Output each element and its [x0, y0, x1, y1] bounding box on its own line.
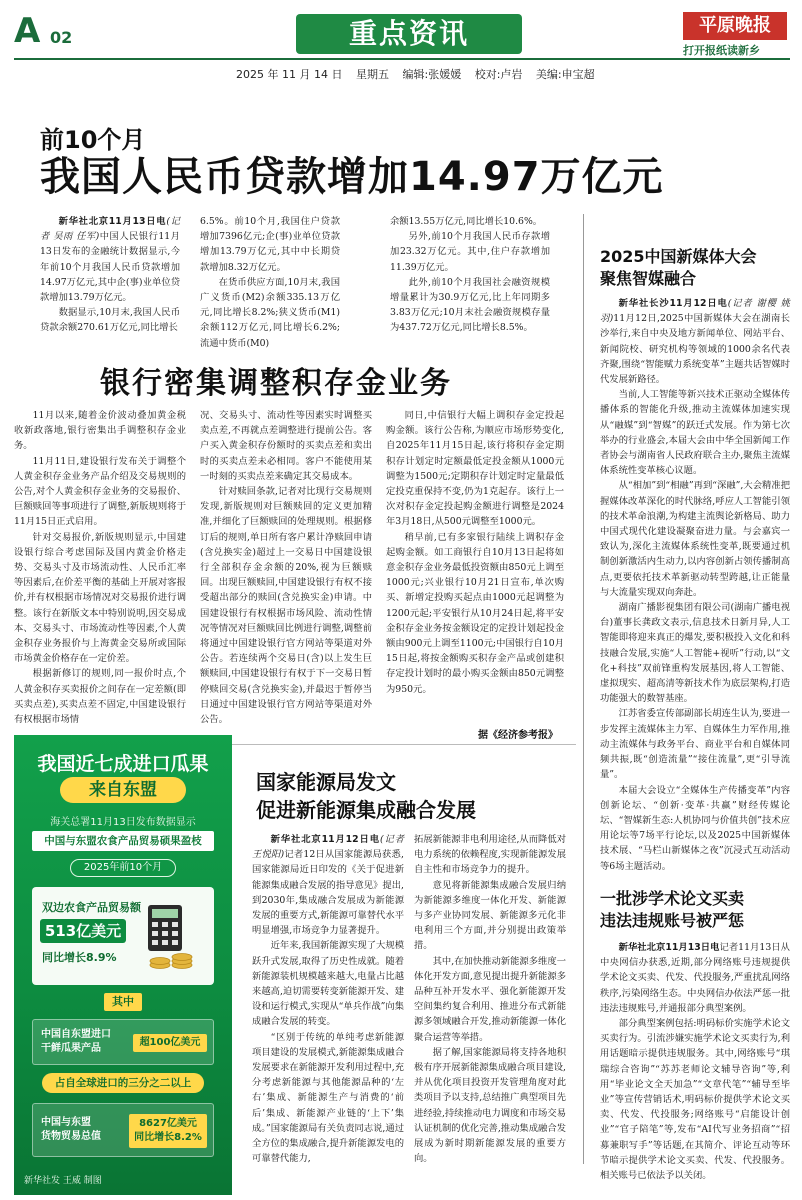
energy-paragraph: 意见将新能源集成融合发展归纳为新能源多维度一体化开发、新能源与多产业协同发展、新能源多元化非电利用三个方面,并分别提出政策举措。	[414, 879, 566, 952]
lead-column-3	[390, 214, 550, 336]
paper-headline-1: 一批涉学术论文买卖	[600, 889, 745, 908]
infographic-title-highlight: 来自东盟	[60, 777, 186, 803]
newspaper-logo: 平原晚报	[683, 12, 787, 40]
bank-headline: 银行密集调整积存金业务	[100, 366, 452, 401]
bank-paragraph: 根据新修订的规则,同一报价时点,个人黄金积存买卖报价之间存在一定差额(即买卖点差),买卖点差不固定,中国建设银行有权根据市场情	[14, 668, 186, 726]
asean-fruit-infographic	[14, 735, 232, 1195]
paper-headline-2: 违法违规账号被严惩	[600, 911, 745, 930]
lead-dateline: 新华社北京11月13日电	[58, 216, 167, 227]
issue-weekday: 星期五	[355, 68, 389, 81]
lead-paragraph: 此外,前10个月我国社会融资规模增量累计为30.9万亿元,比上年同期多3.83万亿元;10月末社会融资规模存量为437.72万亿元,同比增长8.5%。	[390, 276, 550, 334]
lead-reporter: (记者 吴雨 任军)	[40, 216, 180, 243]
bank-paragraph: 针对赎回条款,记者对比现行交易规则发现,新版规则对巨额赎回的定义更加精准,并细化了巨额赎回的处理规则。根据修订后的规则,单日所有客户累计净赎回申请(含兑换实金)超过上一交易日中国建设银行全部积存金余额的20%,视为巨额赎回。出现巨额赎回,中国建设银行有权不接受超出部分的赎回(含兑换实金)申请。中国建设银行有权根据市场风险、流动性情况等情况对巨额赎回比例进行调整,调整前将通过中国建设银行官方网站等渠道对外公告。若连续两个交易日(含)以上发生巨额赎回,中国建设银行有权于下一交易日暂停赎回交易(含兑换实金),并最迟于暂停当日通过中国建设银行官方网站等渠道对外公告。	[200, 486, 372, 726]
import-share: 占自全球进口的三分之二以上	[42, 1073, 204, 1093]
infographic-period: 2025年前10个月	[70, 859, 176, 877]
media-paragraph: 从“相加”到“相融”再到“深融”,大会精准把握媒体改革深化的时代脉络,呼应人工智能引领的技术革命浪潮,为构建主流舆论新格局、助力中国式现代化建设凝聚奋进力量。与会嘉宾一致认为,深化主流媒体系统性变革,既要通过机制创新激活内生动力,以内容创新占领传播制高点,更要依托技术革新驱动转型跨越,让正能量与大流量实现双向奔赴。	[600, 480, 790, 598]
editor-credit: 编辑:张媛媛	[402, 68, 462, 81]
infographic-title: 我国近七成进口瓜果	[37, 753, 209, 775]
bank-paragraph: 11月11日,建设银行发布关于调整个人黄金积存金业务产品介绍及交易规则的公告,对个人黄金积存金业务的交易报价、巨额赎回等事项进行了调整,新版规则将于11月15日正式启用。	[14, 455, 186, 528]
media-headline-2: 聚焦智媒融合	[600, 269, 697, 288]
goods-trade-label-2: 货物贸易总值	[41, 1131, 101, 1142]
among-label: 其中	[104, 993, 142, 1011]
masthead-divider	[14, 58, 790, 60]
goods-trade-value	[129, 1114, 207, 1148]
paper-paragraph: 部分典型案例包括:明码标价实施学术论文买卖行为。引流涉嫌实施学术论文买卖行为,利用话题暗示提供违规服务。其中,网络账号“琪瑞综合咨询”“苏苏老师论文辅导咨询”等,利用“毕业论文全天加急”“文章代笔”“辅导至毕业”等宣传营销话术,明码标价提供学术论文买卖、代发、代投服务;网络账号“启能设计创业”“官子陪笔”等,发布“AI代写业务招商”“招募兼职写手”等话题,在其简介、评论互动等环节暗示提供学术论文买卖、代发、代投服务。相关账号已依法予以关闭。	[600, 1018, 790, 1182]
page-number: 02	[50, 28, 73, 47]
energy-headline-1: 国家能源局发文	[256, 770, 396, 794]
right-column-divider	[583, 214, 584, 1164]
page-letter: A	[14, 11, 41, 51]
lead-paragraph: 余额13.55万亿元,同比增长10.6%。	[390, 216, 543, 227]
bank-source: 据《经济参考报》	[478, 730, 558, 741]
lead-paragraph: 中国人民银行11月13日发布的金融统计数据显示,今年前10个月我国人民币贷款增加14.97万亿元,其中企(事)业单位贷款增加13.79万亿元。	[40, 231, 180, 304]
infographic-source: 海关总署11月13日发布数据显示	[50, 817, 196, 828]
lead-paragraph: 另外,前10个月我国人民币存款增加23.32万亿元。其中,住户存款增加11.39万亿元。	[390, 231, 550, 273]
goods-trade-growth: 同比增长8.2%	[134, 1132, 202, 1143]
proofreader-credit: 校对:卢岩	[474, 68, 523, 81]
energy-paragraph: 拓展新能源非电利用途径,从而降低对电力系统的依赖程度,实现新能源发展自主性和市场竞争力的提升。	[414, 834, 566, 876]
media-reporter: (记者 谢樱 姚羽)	[600, 298, 790, 325]
fruit-import-row	[32, 1019, 214, 1065]
energy-column-2	[414, 832, 566, 1196]
issue-info	[236, 66, 656, 82]
section-title: 重点资讯	[296, 14, 522, 54]
lead-column-2	[200, 214, 340, 349]
lead-headline: 我国人民币贷款增加14.97万亿元	[40, 154, 664, 200]
designer-credit: 美编:申宝超	[535, 68, 595, 81]
bank-paragraph: 同日,中信银行大幅上调积存金定投起购金额。该行公告称,为顺应市场形势变化,自2025年11月15日起,该行将积存金定期积存计划定时定额最低定投金额从1000元调整为1500元;定期积存计划定时定量最低定投克重保持不变,仍为1克起存。该行上一次对积存金定投起购金额进行调整是2024年3月18日,从500元调整至1000元。	[386, 410, 564, 528]
media-paragraph: 江苏省委宣传部副部长胡连生认为,要进一步发挥主流媒体主力军、自媒体生力军作用,推动主流媒体与政务平台、商业平台和自媒体同频共振,既“创造流量”“接住流量”,更“引导流量”。	[600, 708, 790, 781]
lead-paragraph: 数据显示,10月末,我国人民币贷款余额270.61万亿元,同比增长	[40, 307, 180, 334]
paper-column	[600, 940, 790, 1195]
media-paragraph: 11月12日,2025中国新媒体大会在湖南长沙举行,来自中央及地方新闻单位、网站平台、新闻院校、研究机构等领域的1000余名代表齐聚,围绕“智能赋力系统变革”主题共话智媒时代发展新路径。	[600, 313, 790, 386]
energy-column-1	[252, 832, 404, 1196]
media-dateline: 新华社长沙11月12日电	[618, 298, 728, 309]
energy-reporter: (记者 王悦阳)	[252, 834, 404, 861]
infographic-banner: 中国与东盟农食产品贸易硕果盈枝	[32, 831, 214, 851]
lead-paragraph: 在货币供应方面,10月末,我国广义货币(M2)余额335.13万亿元,同比增长8.2%;狭义货币(M1)余额112万亿元,同比增长6.2%;流通中货币(M0)	[200, 276, 340, 349]
bank-column-1	[14, 408, 186, 724]
lead-paragraph: 6.5%。前10个月,我国住户贷款增加7396亿元;企(事)业单位贷款增加13.79万亿元,其中中长期贷款增加8.32万亿元。	[200, 216, 340, 273]
bank-column-2	[200, 408, 372, 724]
trade-value: 513亿美元	[40, 919, 126, 943]
infographic-credit: 新华社发 王威 制图	[24, 1176, 102, 1186]
energy-dateline: 新华社北京11月12日电	[270, 834, 380, 845]
goods-trade-label-1: 中国与东盟	[41, 1117, 91, 1128]
energy-paragraph: 近年来,我国新能源实现了大规模跃升式发展,取得了历史性成就。随着新能源装机规模越来越大,电量占比越来越高,迫切需要转变新能源开发、建设和运行模式,实现从“单兵作战”向集成融合发展的转变。	[252, 940, 404, 1028]
energy-headline-2: 促进新能源集成融合发展	[256, 798, 476, 822]
goods-trade-row	[32, 1103, 214, 1157]
media-paragraph: 当前,人工智能等新兴技术正驱动全媒体传播体系的智能化升级,推动主流媒体加速实现从“融媒”到“智媒”的跃迁式发展。作为第七次举办的行业盛会,本届大会由中华全国新闻工作者协会与湖南省人民政府联合主办,聚焦主流媒体系统性变革核心议题。	[600, 389, 790, 477]
paper-dateline: 新华社北京11月13日电	[618, 942, 720, 953]
lead-kicker: 前10个月	[40, 126, 146, 154]
media-headline-1: 2025中国新媒体大会	[600, 247, 757, 266]
trade-value-card	[32, 887, 214, 985]
energy-paragraph: 其中,在加快推动新能源多维度一体化开发方面,意见提出提升新能源多品种互补开发水平、强化新能源开发空间集约复合利用、推进分布式新能源多领域融合开发,推动新能源一体化聚合运营等举措。	[414, 955, 566, 1043]
goods-trade-amount: 8627亿美元	[139, 1118, 197, 1129]
energy-paragraph: “区别于传统的单纯考虑新能源项目建设的发展模式,新能源集成融合发展要求在新能源开发利用过程中,充分考虑新能源与其他能源品种的‘左右’集成、新能源生产与消费的‘前后’集成、新能源产业链的‘上下’集成。”国家能源局有关负责同志说,通过全方位的集成融合,提升新能源发电的可靠替代能力,	[252, 1031, 404, 1165]
bank-paragraph: 稍早前,已有多家银行陆续上调积存金起购金额。如工商银行自10月13日起将如意金积存金业务最低投资额由850元上调至1000元;兴业银行10月21日宣布,单次购买、新增定投购买起点由1000元起调整为1200元起;平安银行从10月24日起,将平安金积存金业务按金额设定的定投计划起投金额由900元上调至1100元;中国银行自10月15日起,将按金额购买积存金产品或创建积存定投计划时的最小购买金额由850元调整为950元。	[386, 531, 564, 695]
energy-paragraph: 记者12日从国家能源局获悉,国家能源局近日印发的《关于促进新能源集成融合发展的指导意见》提出,到2030年,集成融合发展成为新能源发展的重要方式,新能源可靠替代水平明显增强,市场竞争力显著提升。	[252, 849, 404, 937]
media-paragraph: 湖南广播影视集团有限公司(湖南广播电视台)董事长龚政文表示,信息技术日新月异,人工智能即将迎来真正的爆发,要积极投入文化和科技融合发展,实施“人工智能+视听”行动,以“文化+科技”双前锋重构发展基因,将人工智能、虚拟现实、超高清等新技术作为底层架构,打造功能强大的数智基座。	[600, 602, 790, 705]
fruit-import-label-1: 中国自东盟进口	[41, 1029, 111, 1040]
fruit-import-value: 超100亿美元	[133, 1034, 207, 1052]
bank-column-3	[386, 408, 564, 724]
issue-date: 2025 年 11 月 14 日	[236, 68, 343, 81]
newspaper-slogan: 打开报纸读新乡	[683, 44, 760, 57]
fruit-import-label-2: 干鲜瓜果产品	[41, 1043, 101, 1054]
masthead	[0, 0, 802, 88]
calculator-icon	[142, 901, 198, 971]
trade-growth: 同比增长8.9%	[42, 951, 117, 964]
energy-paragraph: 据了解,国家能源局将支持各地积极有序开展新能源集成融合项目建设,并从优化项目投资开发管理角度对此类项目予以支持,总结推广典型项目先进经验,持续推动电力调度和市场交易认证机制的优化完善,推动集成融合发展成为新时期新能源发展的重要方向。	[414, 1046, 566, 1165]
bank-paragraph: 11月以来,随着金价波动叠加黄金税收新政落地,银行密集出手调整积存金业务。	[14, 410, 186, 452]
bank-paragraph: 况、交易头寸、流动性等因素实时调整买卖点差,不再就点差调整进行提前公告。客户买入黄金积存份额时的买卖点差和卖出时的买卖点差未必相同。客户不能使用某一时刻的买卖点差来确定其交易成本。	[200, 410, 372, 482]
lead-column-1	[40, 214, 180, 336]
trade-value-label: 双边农食产品贸易额	[42, 901, 141, 914]
media-paragraph: 本届大会设立“全媒体生产传播变革”内容创新论坛、“创新·变革·共赢”财经传媒论坛、“智媒新生态:人机协同与价值共创”技术应用论坛等7场平行论坛,以及2025中国新媒体技术展、“马栏山新媒体之夜”沉浸式互动活动等6场主题活动。	[600, 784, 790, 872]
bank-paragraph: 针对交易报价,新版规则显示,中国建设银行综合考虑国际及国内黄金价格走势、交易头寸及市场流动性、人民币汇率等因素后,在价差平衡的基础上开展对客报价,并有权根据市场情况对交易报价进行调整。该行在新版文本中特别说明,因交易成本、交易头寸、市场流动性等因素,个人黄金积存业务报价与上海黄金交易所或国际市场黄金价格存在一定价差。	[14, 531, 186, 665]
paper-paragraph: 记者11月13日从中央网信办获悉,近期,部分网络账号违规提供学术论文买卖、代发、代投服务,严重扰乱网络秩序,污染网络生态。中央网信办依法严惩一批违法违规账号,并通报部分典型案例。	[600, 942, 790, 1014]
media-column	[600, 296, 790, 876]
